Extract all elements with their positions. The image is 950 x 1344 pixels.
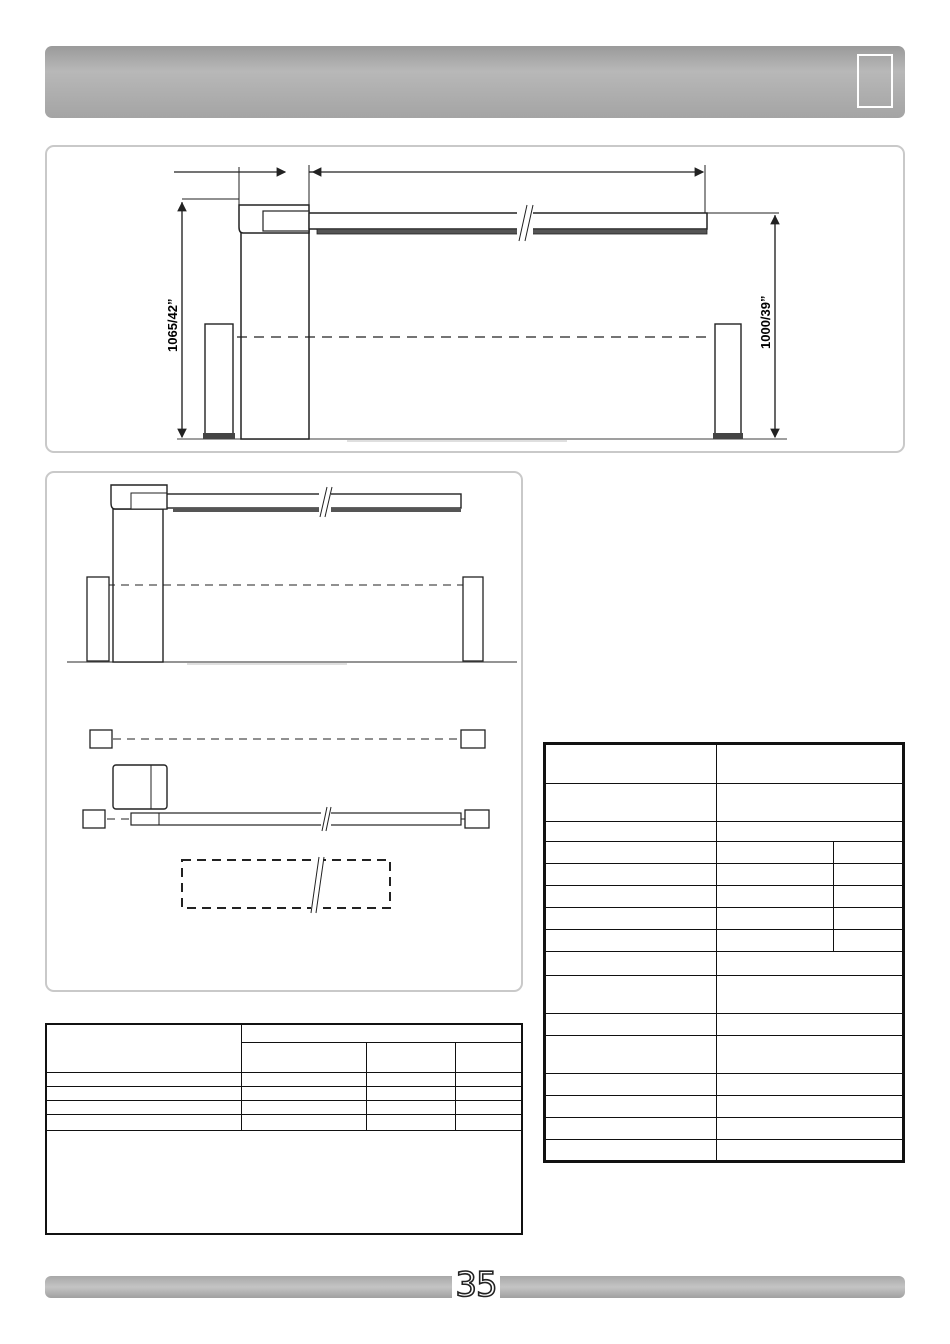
header-bar xyxy=(45,46,905,118)
height-arm-label: 1000/39” xyxy=(758,295,773,349)
barrier-elevation-drawing xyxy=(47,147,907,455)
height-post-label: 1065/42” xyxy=(165,298,180,352)
barrier-elevation-panel xyxy=(45,145,905,453)
specification-table-left xyxy=(45,1023,523,1235)
barrier-plan-drawing xyxy=(47,473,525,994)
language-tab-box xyxy=(857,54,893,108)
photocell-post-left xyxy=(205,324,233,437)
photocell-post-right xyxy=(715,324,741,437)
barrier-arm-small xyxy=(167,494,461,508)
barrier-arm xyxy=(309,213,707,229)
barrier-plan-panel xyxy=(45,471,523,992)
page-number: 35 xyxy=(452,1263,500,1307)
barrier-post xyxy=(241,222,309,439)
specification-table-right xyxy=(543,742,905,1163)
